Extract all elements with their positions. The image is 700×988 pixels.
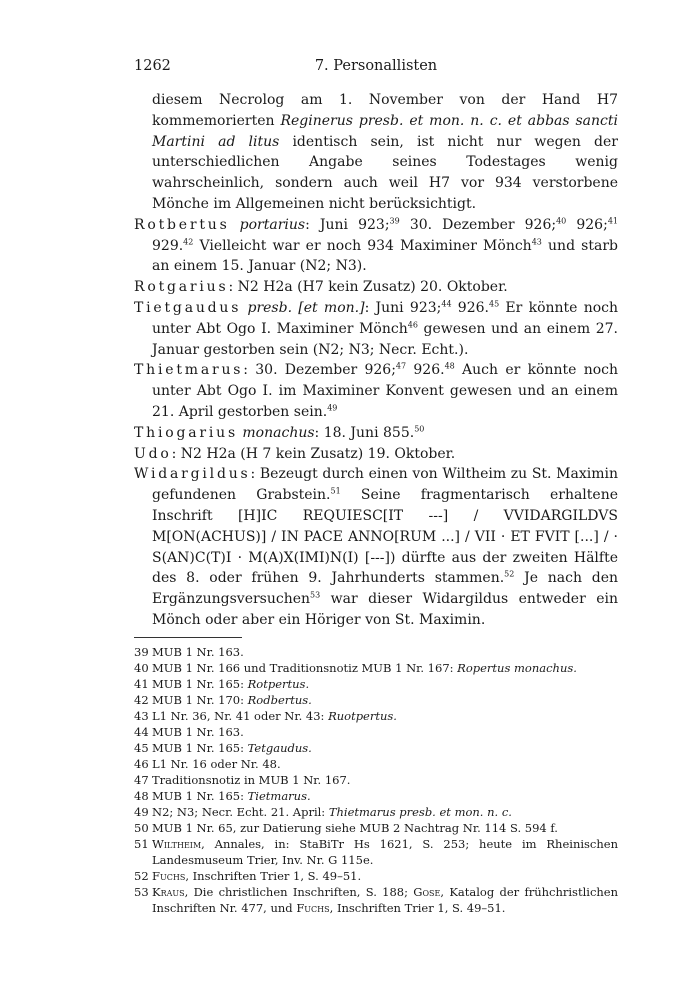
footnote-number: 51	[134, 836, 149, 851]
footnote-number: 48	[134, 788, 149, 803]
footnote-ref[interactable]: 48	[444, 361, 455, 371]
text: 929.	[152, 237, 184, 254]
footnote-ref[interactable]: 45	[488, 299, 500, 309]
footnote-number: 43	[134, 708, 149, 723]
entry-name: Thietmarus	[134, 362, 244, 379]
footnote-text: , Inschriften Trier 1, S. 49–51.	[185, 868, 362, 883]
entry-udo	[134, 444, 618, 465]
footnote	[134, 788, 618, 804]
text: Auch er könnte noch unter Abt Ogo I. im Maximiner Konvent gewesen und an einem 21. April gestorben sein.	[152, 362, 619, 420]
entry-rotgarius	[134, 277, 618, 298]
text: 30. Dezember 926;	[399, 216, 557, 233]
footnote-text: MUB 1 Nr. 166 und Traditionsnotiz MUB 1 Nr. 167:	[152, 660, 458, 675]
footnote-ref[interactable]: 53	[310, 590, 321, 600]
footnote	[134, 692, 618, 708]
footnote-text: MUB 1 Nr. 163.	[152, 724, 244, 739]
text: identisch sein, ist nicht nur wegen der unterschiedlichen Angabe seines Todestages wenig wahrscheinlich, sondern auch weil H7 vor 934 verstorbene Mönche im Allgemeinen nicht berücksichtigt.	[152, 133, 618, 212]
footnote-text: L1 Nr. 16 oder Nr. 48.	[152, 756, 281, 771]
footnote-text: MUB 1 Nr. 165:	[152, 676, 248, 691]
footnotes	[134, 644, 618, 916]
text: war dieser Widargildus entweder ein Mönch oder aber ein Höriger von St. Maximin.	[152, 591, 618, 628]
page-header	[134, 58, 618, 78]
footnote-text: Traditionsnotiz in MUB 1 Nr. 167.	[152, 772, 351, 787]
footnote-italic: Rotpertus.	[247, 676, 310, 691]
text: Vielleicht war er noch 934 Maximiner Mönch	[193, 237, 532, 254]
entry-thietmarus	[134, 360, 618, 422]
footnote-text: MUB 1 Nr. 165:	[152, 740, 248, 755]
footnote-number: 46	[134, 756, 149, 771]
footnote-italic: Rodbertus.	[247, 692, 312, 707]
text: : 30. Dezember 926;	[243, 362, 396, 379]
author-name: Fuchs	[296, 900, 330, 915]
entry-name: Thiogarius	[134, 424, 238, 441]
author-name: Wiltheim	[152, 836, 202, 851]
text: : N2 H2a (H7 kein Zusatz) 20. Oktober.	[228, 279, 508, 296]
entry-role: monachus	[242, 424, 315, 441]
author-name: Kraus	[152, 884, 185, 899]
footnote	[134, 676, 618, 692]
footnote-ref[interactable]: 47	[395, 361, 407, 371]
footnote-ref[interactable]: 49	[327, 403, 338, 413]
footnote-italic: Thietmarus presb. et mon. n. c.	[328, 804, 512, 819]
footnote-ref[interactable]: 42	[183, 236, 194, 246]
footnote-ref[interactable]: 43	[531, 236, 542, 246]
footnote	[134, 660, 618, 676]
footnote-ref[interactable]: 52	[504, 569, 515, 579]
entry-role-bracket: [et mon.]	[298, 299, 365, 316]
footnote-text: MUB 1 Nr. 170:	[152, 692, 248, 707]
author-name: Gose	[413, 884, 441, 899]
footnote-ref[interactable]: 50	[414, 424, 425, 434]
entry-widargildus	[134, 464, 618, 630]
footnote-number: 44	[134, 724, 149, 739]
continuation-paragraph	[134, 90, 618, 215]
footnote	[134, 724, 618, 740]
footnote-ref[interactable]: 44	[441, 299, 452, 309]
footnote-ref[interactable]: 40	[556, 216, 567, 226]
footnote-number: 41	[134, 676, 149, 691]
footnote-number: 53	[134, 884, 149, 899]
footnote-text: L1 Nr. 36, Nr. 41 oder Nr. 43:	[152, 708, 329, 723]
footnote-ref[interactable]: 51	[330, 486, 341, 496]
italic-text: Reginerus presb. et mon. n. c. et abbas sancti Martini ad litus	[152, 112, 618, 150]
footnote	[134, 836, 618, 868]
entry-name: Tietgaudus	[134, 299, 242, 316]
text: 926.	[451, 299, 489, 316]
footnote-number: 47	[134, 772, 149, 787]
entry-role: portarius	[239, 216, 306, 233]
footnote-number: 45	[134, 740, 149, 755]
text: : 18. Juni 855.	[314, 424, 415, 441]
footnote	[134, 756, 618, 772]
text: Seine fragmentarisch erhaltene Inschrift [H]IC REQUIESC[IT ---] / VVIDARGILDVS M[ON(ACHUS)] / IN PACE ANNO[RUM ...] / VII · ET FVIT [...] / · S(AN)C(T)I · M(A)X(IMI)N(I) [---]) dürfte aus der zweiten Hälfte des 8. oder frühen 9. Jahrhunderts stammen.	[152, 487, 618, 587]
footnote-italic: Tietmarus.	[247, 788, 311, 803]
footnote-divider	[134, 637, 242, 638]
text: gewesen und an einem 27. Januar gestorben sein (N2; N3; Necr. Echt.).	[152, 320, 618, 358]
footnote-ref[interactable]: 39	[389, 216, 400, 226]
footnote	[134, 804, 618, 820]
footnote	[134, 820, 618, 836]
entry-name: Widargildus	[134, 466, 251, 483]
text: Je nach den Ergänzungsversuchen	[152, 570, 618, 608]
text: : Juni 923;	[364, 299, 442, 316]
footnote-text: , Annales, in: StaBiTr Hs 1621, S. 253; heute im Rheinischen Landesmuseum Trier, Inv. Nr. G 115e.	[152, 836, 618, 867]
footnote-text: MUB 1 Nr. 65, zur Datierung siehe MUB 2 Nachtrag Nr. 114 S. 594 f.	[152, 820, 558, 835]
text: Er könnte noch unter Abt Ogo I. Maximiner Mönch	[152, 299, 619, 337]
author-name: Fuchs	[152, 868, 186, 883]
footnote-number: 49	[134, 804, 149, 819]
main-text	[134, 90, 618, 631]
footnote	[134, 740, 618, 756]
footnote	[134, 868, 618, 884]
entry-role: presb.	[247, 299, 293, 316]
footnote	[134, 708, 618, 724]
footnote-italic: Tetgaudus.	[247, 740, 312, 755]
entry-name: Rotbertus	[134, 216, 230, 233]
footnote-number: 40	[134, 660, 149, 675]
text: 926;	[566, 216, 608, 233]
entry-tietgaudus	[134, 298, 618, 360]
footnote-number: 39	[134, 644, 149, 659]
text: : N2 H2a (H 7 kein Zusatz) 19. Oktober.	[171, 445, 456, 462]
footnote-text: , Katalog der frühchristlichen Inschriften Nr. 477, und	[152, 884, 618, 915]
footnote-ref[interactable]: 46	[407, 320, 418, 330]
entry-thiogarius	[134, 423, 618, 444]
text: und starb an einem 15. Januar (N2; N3).	[152, 237, 618, 275]
footnote-italic: Ruotpertus.	[328, 708, 397, 723]
footnote	[134, 772, 618, 788]
text: 926.	[406, 362, 445, 379]
footnote-text: , Die christlichen Inschriften, S. 188;	[184, 884, 414, 899]
footnote-number: 50	[134, 820, 149, 835]
entry-name: Rotgarius	[134, 279, 229, 296]
footnote-text: , Inschriften Trier 1, S. 49–51.	[329, 900, 506, 915]
entry-name: Udo	[134, 445, 172, 462]
page	[134, 58, 618, 916]
footnote	[134, 644, 618, 660]
footnote-ref[interactable]: 41	[607, 216, 618, 226]
footnote-text: N2; N3; Necr. Echt. 21. April:	[152, 804, 329, 819]
footnote-italic: Ropertus monachus.	[457, 660, 577, 675]
footnote-number: 42	[134, 692, 149, 707]
footnote	[134, 884, 618, 916]
running-title: 7. Personallisten	[314, 58, 438, 74]
text: : Juni 923;	[305, 216, 390, 233]
footnote-number: 52	[134, 868, 149, 883]
page-number: 1262	[134, 58, 171, 74]
text: diesem Necrolog am 1. November von der Hand H7 kommemorierten	[152, 92, 618, 129]
entry-rotbertus	[134, 215, 618, 277]
text: : Bezeugt durch einen von Wiltheim zu St. Maximin gefundenen Grabstein.	[152, 466, 618, 504]
footnote-text: MUB 1 Nr. 163.	[152, 644, 244, 659]
footnote-text: MUB 1 Nr. 165:	[152, 788, 248, 803]
